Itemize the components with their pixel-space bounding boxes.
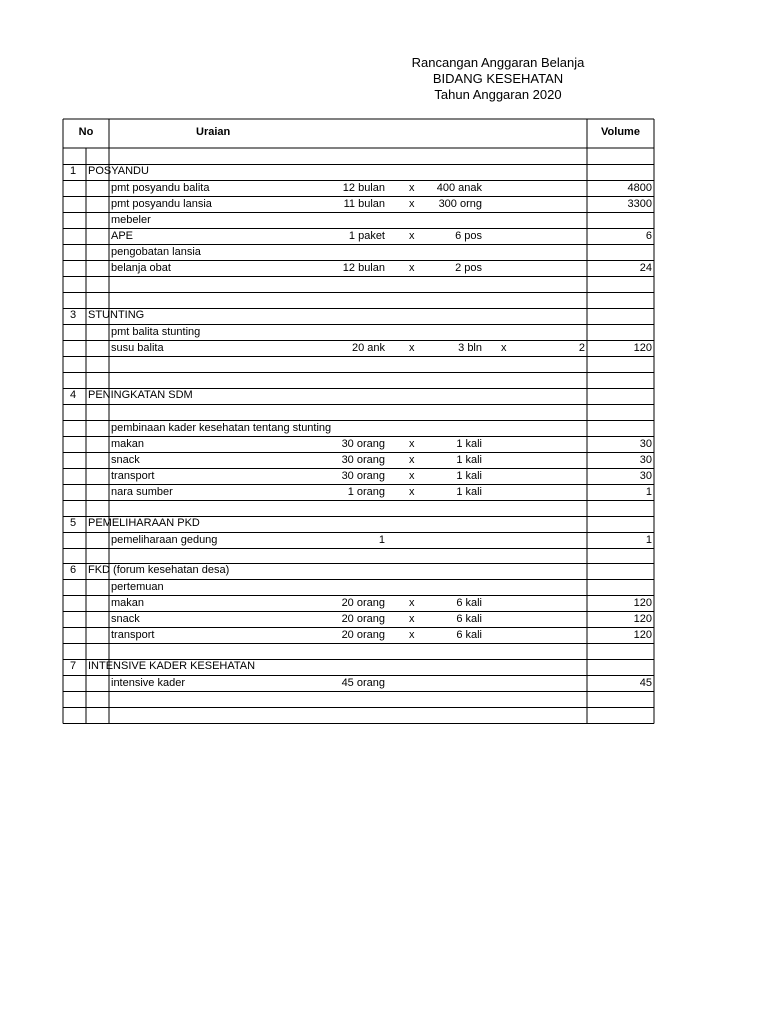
quantity-1: 11 bulan: [343, 198, 385, 210]
quantity-2: 6 kali: [456, 597, 482, 609]
quantity-2: 6 kali: [456, 613, 482, 625]
multiply-sign: x: [409, 198, 415, 210]
quantity-2: 1 kali: [456, 470, 482, 482]
item-description: pmt balita stunting: [111, 326, 201, 338]
multiply-sign: x: [501, 342, 507, 354]
item-description: intensive kader: [111, 677, 185, 689]
quantity-2: 6 kali: [456, 629, 482, 641]
quantity-1: 45 orang: [341, 677, 385, 689]
quantity-1: 30 orang: [341, 454, 385, 466]
volume-value: 120: [633, 629, 652, 641]
row-number: 3: [70, 309, 77, 321]
multiply-sign: x: [409, 182, 415, 194]
row-number: 4: [70, 389, 77, 401]
quantity-1: 1: [378, 534, 385, 546]
multiply-sign: x: [409, 230, 415, 242]
document-subtitle: BIDANG KESEHATAN: [432, 71, 564, 86]
quantity-1: 20 ank: [351, 342, 385, 354]
item-description: pmt posyandu lansia: [111, 198, 212, 210]
quantity-1: 12 bulan: [342, 182, 385, 194]
quantity-1: 20 orang: [341, 629, 385, 641]
quantity-1: 20 orang: [341, 597, 385, 609]
item-description: transport: [111, 470, 155, 482]
quantity-2: 2 pos: [455, 262, 482, 274]
quantity-2: 400 anak: [436, 182, 482, 194]
quantity-2: 1 kali: [456, 454, 482, 466]
section-title: FKD (forum kesehatan desa): [88, 564, 230, 576]
item-description: APE: [111, 230, 134, 242]
item-description: snack: [111, 613, 140, 625]
multiply-sign: x: [409, 342, 415, 354]
column-header-no: No: [78, 126, 94, 138]
item-description: pengobatan lansia: [111, 246, 201, 258]
multiply-sign: x: [409, 629, 415, 641]
volume-value: 30: [639, 438, 652, 450]
multiply-sign: x: [409, 438, 415, 450]
quantity-2: 3 bln: [458, 342, 482, 354]
document-title: Rancangan Anggaran Belanja: [411, 55, 585, 70]
multiply-sign: x: [409, 613, 415, 625]
multiply-sign: x: [409, 486, 415, 498]
volume-value: 120: [633, 613, 652, 625]
volume-value: 3300: [627, 198, 652, 210]
multiply-sign: x: [409, 470, 415, 482]
volume-value: 30: [639, 470, 652, 482]
volume-value: 120: [633, 597, 652, 609]
quantity-1: 1 paket: [348, 230, 385, 242]
row-number: 1: [70, 165, 77, 177]
item-description: belanja obat: [111, 262, 171, 274]
quantity-1: 1 orang: [347, 486, 385, 498]
item-description: makan: [111, 438, 145, 450]
section-title: PENINGKATAN SDM: [88, 389, 193, 401]
quantity-3: 2: [578, 342, 585, 354]
row-number: 7: [70, 660, 77, 672]
volume-value: 45: [639, 677, 652, 689]
section-title: PEMELIHARAAN PKD: [88, 517, 200, 529]
column-header-uraian: Uraian: [196, 126, 231, 138]
volume-value: 1: [645, 534, 652, 546]
section-title: INTENSIVE KADER KESEHATAN: [88, 660, 256, 672]
quantity-2: 1 kali: [456, 486, 482, 498]
multiply-sign: x: [409, 597, 415, 609]
volume-value: 24: [639, 262, 652, 274]
quantity-1: 30 orang: [341, 470, 385, 482]
quantity-1: 30 orang: [341, 438, 385, 450]
item-description: nara sumber: [111, 486, 173, 498]
item-description: pertemuan: [111, 581, 164, 593]
section-title: STUNTING: [88, 309, 145, 321]
quantity-2: 6 pos: [455, 230, 482, 242]
multiply-sign: x: [409, 454, 415, 466]
item-description: pemeliharaan gedung: [111, 534, 218, 546]
item-description: makan: [111, 597, 145, 609]
item-description: transport: [111, 629, 155, 641]
volume-value: 120: [633, 342, 652, 354]
column-header-volume: Volume: [601, 126, 640, 138]
quantity-2: 1 kali: [456, 438, 482, 450]
item-description: susu balita: [111, 342, 164, 354]
quantity-2: 300 orng: [438, 198, 482, 210]
item-description: pmt posyandu balita: [111, 182, 210, 194]
volume-value: 6: [645, 230, 652, 242]
item-description: pembinaan kader kesehatan tentang stunting: [111, 422, 332, 434]
volume-value: 30: [639, 454, 652, 466]
item-description: snack: [111, 454, 140, 466]
row-number: 6: [70, 564, 77, 576]
row-number: 5: [70, 517, 77, 529]
volume-value: 1: [645, 486, 652, 498]
document-year: Tahun Anggaran 2020: [434, 87, 562, 102]
quantity-1: 20 orang: [341, 613, 385, 625]
multiply-sign: x: [409, 262, 415, 274]
item-description: mebeler: [111, 214, 151, 226]
quantity-1: 12 bulan: [342, 262, 385, 274]
section-title: POSYANDU: [88, 165, 149, 177]
volume-value: 4800: [627, 182, 652, 194]
